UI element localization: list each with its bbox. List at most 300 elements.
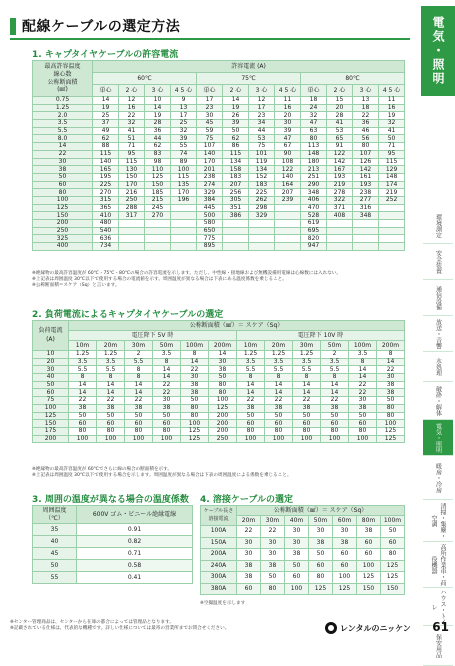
table-cell: 95: [379, 150, 405, 158]
table-cell: 100: [377, 420, 405, 428]
company-logo: [325, 622, 411, 634]
table-cell: 80: [125, 427, 153, 435]
table-cell: 100: [153, 435, 181, 443]
footer: [0, 618, 455, 644]
table-cell: 22: [69, 397, 97, 405]
table-cell: 947: [301, 243, 327, 251]
table-row: [33, 227, 405, 235]
table-row: [33, 366, 405, 374]
table-cell: 60: [97, 420, 125, 428]
table-row: [33, 374, 405, 382]
table-cell: [145, 220, 171, 228]
table-row: [33, 381, 405, 389]
table-cell: [119, 235, 145, 243]
table-cell: 150: [119, 173, 145, 181]
table-cell: 12: [119, 97, 145, 105]
table-cell: 80: [181, 412, 209, 420]
table-row: [33, 220, 405, 228]
table-row: [33, 536, 193, 548]
table-cell: 200: [209, 427, 237, 435]
table-cell: 125: [357, 572, 381, 584]
row-area: 30: [33, 158, 93, 166]
table-cell: 3.5: [265, 358, 293, 366]
table-cell: 49: [93, 127, 119, 135]
length-header: 100m: [381, 516, 405, 526]
table-row: [201, 526, 405, 538]
core-header: 3 心: [145, 85, 171, 97]
table-cell: 8: [97, 374, 125, 382]
table-cell: [353, 243, 379, 251]
table-cell: 8: [153, 358, 181, 366]
table-cell: 12: [249, 97, 275, 105]
table-cell: 50: [261, 572, 285, 584]
section-2-notes: [32, 467, 291, 479]
table-cell: 74: [171, 150, 197, 158]
table-cell: 50: [209, 374, 237, 382]
table-cell: 38: [321, 404, 349, 412]
table-cell: 129: [379, 166, 405, 174]
table-cell: 50: [181, 397, 209, 405]
table-row: [33, 572, 193, 584]
table-row: [33, 181, 405, 189]
table-cell: 19: [223, 104, 249, 112]
table-cell: 30: [237, 549, 261, 561]
table-cell: [275, 220, 301, 228]
table-cell: [379, 220, 405, 228]
table-cell: 305: [223, 196, 249, 204]
current-header: 許容電流 (A): [93, 61, 405, 73]
table-cell: 113: [301, 143, 327, 151]
table-cell: 5.5: [97, 366, 125, 374]
table-cell: 108: [275, 158, 301, 166]
table-cell: 60: [357, 549, 381, 561]
table-cell: 59: [197, 127, 223, 135]
table-cell: 39: [223, 120, 249, 128]
table-row: [33, 389, 405, 397]
table-cell: 14: [237, 381, 265, 389]
table-cell: 67: [275, 143, 301, 151]
table-cell: 20: [327, 104, 353, 112]
table-cell: 60: [125, 420, 153, 428]
table-cell: 636: [93, 235, 119, 243]
row-current: 150A: [201, 537, 237, 549]
table-cell: 22: [321, 397, 349, 405]
core-header: 3 心: [353, 85, 379, 97]
side-tab-item[interactable]: 電気・照明: [423, 420, 453, 456]
table-cell: 23: [249, 112, 275, 120]
table-cell: 22: [353, 112, 379, 120]
table-row: [33, 420, 405, 428]
table-cell: 8: [125, 374, 153, 382]
table-cell: [223, 220, 249, 228]
row-current: 240A: [201, 560, 237, 572]
table-row: [33, 560, 193, 572]
table-cell: 83: [145, 150, 171, 158]
table-row: [201, 560, 405, 572]
table-cell: 408: [327, 212, 353, 220]
table-cell: 22: [265, 397, 293, 405]
table-row: [33, 150, 405, 158]
table-cell: 37: [93, 120, 119, 128]
row-area: 400: [33, 243, 93, 251]
table-cell: 219: [379, 189, 405, 197]
table-cell: 14: [377, 358, 405, 366]
table-cell: 19: [93, 104, 119, 112]
welding-area-header: 公称断面積（㎟）＝ スケア（Sq）: [237, 506, 405, 516]
note-line: ※公称断面積＝スケア（Sq）と言います。: [32, 283, 120, 289]
welding-cable-table: [200, 505, 405, 595]
table-cell: 22: [125, 397, 153, 405]
table-cell: 41: [379, 127, 405, 135]
table-cell: 13: [171, 104, 197, 112]
table-cell: 174: [379, 181, 405, 189]
table-cell: 30: [349, 397, 377, 405]
table-cell: 30: [261, 549, 285, 561]
table-cell: 60: [69, 420, 97, 428]
table-cell: 8: [349, 358, 377, 366]
side-tab-column: [421, 0, 455, 658]
table-cell: 34: [249, 120, 275, 128]
table-cell: [249, 235, 275, 243]
table-cell: 540: [93, 227, 119, 235]
table-cell: 115: [93, 150, 119, 158]
table-cell: 22: [153, 381, 181, 389]
table-cell: 125: [377, 427, 405, 435]
table-cell: 125: [209, 404, 237, 412]
table-cell: 14: [349, 366, 377, 374]
side-tab-item[interactable]: 暖房・冷房: [423, 456, 453, 500]
table-cell: 470: [301, 204, 327, 212]
table-cell: 38: [237, 560, 261, 572]
table-cell: 895: [197, 243, 223, 251]
table-cell: 100: [265, 435, 293, 443]
table-cell: [249, 227, 275, 235]
table-row: [33, 158, 405, 166]
table-cell: 215: [145, 196, 171, 204]
temp-header-unit: （℃）: [45, 514, 64, 522]
logo-text: レンタルのニッケン: [340, 623, 411, 633]
table-cell: [223, 227, 249, 235]
table-cell: 30: [197, 112, 223, 120]
table-cell: [119, 220, 145, 228]
table-cell: 60: [357, 537, 381, 549]
table-cell: 820: [301, 235, 327, 243]
table-cell: [379, 235, 405, 243]
title-marker: [10, 18, 16, 35]
welding-corner-length: ケーブル長さ: [203, 508, 234, 514]
length-header: 20m: [265, 341, 293, 351]
table-cell: 130: [119, 166, 145, 174]
row-temp: 50: [33, 560, 77, 572]
table-cell: 148: [379, 173, 405, 181]
table-row: [33, 120, 405, 128]
table-cell: 100: [333, 572, 357, 584]
table-cell: 86: [223, 143, 249, 151]
table-cell: 3.5: [69, 358, 97, 366]
core-header: 2 心: [223, 85, 249, 97]
table-cell: 80: [293, 427, 321, 435]
row-load: 30: [33, 366, 69, 374]
table-cell: 288: [119, 204, 145, 212]
table-cell: 80: [237, 427, 265, 435]
table-cell: 0.82: [77, 536, 193, 548]
voltage-10v-header: 電圧降下 10V 時: [237, 331, 405, 341]
table-cell: 30: [377, 374, 405, 382]
side-tab-item[interactable]: 高所作業車・荷役機器: [423, 542, 453, 588]
table-cell: 148: [301, 150, 327, 158]
welding-corner-current: 溶接電流: [208, 515, 229, 522]
table-row: [33, 166, 405, 174]
table-row: [33, 112, 405, 120]
row-area: 200: [33, 220, 93, 228]
table-cell: 80: [261, 583, 285, 595]
table-cell: 60: [237, 420, 265, 428]
table-cell: 32: [301, 112, 327, 120]
core-header: 4 5 心: [275, 85, 301, 97]
table-cell: 125: [309, 583, 333, 595]
table-cell: 115: [379, 158, 405, 166]
table-cell: 22: [349, 389, 377, 397]
table-cell: 384: [197, 196, 223, 204]
table-row: [33, 427, 405, 435]
table-cell: 60: [333, 560, 357, 572]
table-cell: 277: [353, 196, 379, 204]
captire-current-table: [32, 60, 405, 251]
table-cell: [379, 204, 405, 212]
table-cell: [275, 235, 301, 243]
table-cell: 125: [381, 572, 405, 584]
table-cell: 38: [97, 404, 125, 412]
table-cell: 100: [181, 420, 209, 428]
table-cell: 45: [197, 120, 223, 128]
side-tab-item[interactable]: 保安用品: [423, 626, 453, 666]
table-cell: 38: [349, 404, 377, 412]
table-cell: 65: [327, 135, 353, 143]
table-cell: 14: [349, 374, 377, 382]
table-cell: [119, 227, 145, 235]
table-cell: 8: [265, 374, 293, 382]
table-cell: 170: [119, 181, 145, 189]
row-area: 150: [33, 212, 93, 220]
table-cell: 14: [223, 97, 249, 105]
core-header: 4 5 心: [379, 85, 405, 97]
table-cell: 238: [353, 189, 379, 197]
side-tab-item[interactable]: 環境測定: [423, 208, 453, 244]
table-row: [201, 549, 405, 561]
table-cell: 170: [197, 158, 223, 166]
table-cell: 39: [171, 135, 197, 143]
table-cell: 38: [181, 381, 209, 389]
table-cell: 14: [93, 97, 119, 105]
length-header: 20m: [237, 516, 261, 526]
table-cell: 322: [327, 196, 353, 204]
table-cell: 80: [181, 404, 209, 412]
length-header: 10m: [237, 341, 265, 351]
note-line: ※記載されている仕様は、代表的な機種です。詳しい仕様については最寄の営業所までお問合せください。: [10, 626, 230, 632]
table-cell: 100: [285, 583, 309, 595]
table-cell: 14: [293, 389, 321, 397]
row-load: 75: [33, 397, 69, 405]
side-tab-item[interactable]: 破砕・解体: [423, 382, 453, 420]
temp-header-0: 60℃: [93, 73, 197, 85]
table-cell: 50: [285, 560, 309, 572]
side-tab-item[interactable]: 水処理: [423, 352, 453, 382]
table-cell: 22: [237, 397, 265, 405]
length-header: 30m: [293, 341, 321, 351]
length-header: 100m: [181, 341, 209, 351]
table-row: [201, 537, 405, 549]
table-cell: 50: [349, 412, 377, 420]
table-cell: 80: [69, 427, 97, 435]
table-cell: 274: [197, 181, 223, 189]
table-cell: 50: [125, 412, 153, 420]
table-cell: 348: [353, 212, 379, 220]
side-tab-item[interactable]: 清掃・集塵・空調: [423, 500, 453, 542]
core-header: 単心: [301, 85, 327, 97]
page-title: 配線ケーブルの選定方法: [22, 19, 181, 35]
table-cell: [171, 227, 197, 235]
row-load: 150: [33, 420, 69, 428]
table-cell: 71: [119, 143, 145, 151]
table-cell: 63: [301, 127, 327, 135]
table-cell: 14: [181, 358, 209, 366]
table-cell: 14: [69, 389, 97, 397]
row-load: 60: [33, 389, 69, 397]
table-cell: 125: [181, 427, 209, 435]
table-cell: 30: [153, 397, 181, 405]
table-cell: 125: [145, 173, 171, 181]
table-cell: 38: [153, 404, 181, 412]
table-cell: 60: [333, 549, 357, 561]
table-cell: 32: [171, 127, 197, 135]
table-row: [33, 524, 193, 536]
table-cell: 734: [93, 243, 119, 251]
table-cell: 142: [353, 166, 379, 174]
core-header: 単心: [197, 85, 223, 97]
table-cell: 80: [381, 549, 405, 561]
table-cell: 50: [321, 412, 349, 420]
table-row: [33, 135, 405, 143]
table-cell: 38: [125, 404, 153, 412]
table-cell: 50: [293, 412, 321, 420]
table-row: [33, 97, 405, 105]
title-bar: [10, 16, 180, 36]
table-cell: 19: [379, 112, 405, 120]
core-header: 2 心: [327, 85, 353, 97]
table-cell: [353, 227, 379, 235]
table-cell: 386: [223, 212, 249, 220]
table-cell: [275, 243, 301, 251]
table-cell: [223, 243, 249, 251]
table-cell: 80: [377, 404, 405, 412]
table-cell: 44: [145, 135, 171, 143]
table-cell: 216: [119, 189, 145, 197]
table-cell: 107: [197, 143, 223, 151]
table-cell: 38: [285, 549, 309, 561]
table-cell: 219: [327, 181, 353, 189]
side-tab-item[interactable]: ハウス・トイレ: [423, 588, 453, 626]
table-cell: 150: [381, 583, 405, 595]
table-cell: 22: [119, 112, 145, 120]
table-cell: 5.5: [237, 366, 265, 374]
table-cell: 100: [237, 435, 265, 443]
table-cell: [145, 235, 171, 243]
table-cell: 18: [301, 97, 327, 105]
table-cell: 14: [237, 389, 265, 397]
table-cell: [327, 235, 353, 243]
section-1-notes: [32, 271, 341, 290]
table-cell: 100: [209, 397, 237, 405]
table-cell: 142: [327, 158, 353, 166]
table-cell: 125: [381, 560, 405, 572]
table-row: [201, 572, 405, 584]
table-cell: [379, 227, 405, 235]
table-cell: 619: [301, 220, 327, 228]
table-cell: [379, 243, 405, 251]
table-cell: 183: [223, 173, 249, 181]
table-cell: 44: [249, 127, 275, 135]
voltage-5v-header: 電圧降下 5V 時: [69, 331, 237, 341]
table-cell: 32: [379, 120, 405, 128]
row-load: 175: [33, 427, 69, 435]
table-cell: 38: [377, 381, 405, 389]
side-tab-item[interactable]: 放送・音響: [423, 316, 453, 352]
row-area: 80: [33, 189, 93, 197]
table-cell: 16: [275, 104, 301, 112]
table-cell: 100: [171, 166, 197, 174]
table-cell: 329: [197, 189, 223, 197]
table-cell: 16: [119, 104, 145, 112]
table-cell: 60: [265, 420, 293, 428]
table-cell: 125: [333, 583, 357, 595]
section-1-title: 1. キャプタイヤケーブルの許容電流: [32, 50, 179, 60]
table-cell: 134: [249, 166, 275, 174]
table-cell: 270: [145, 212, 171, 220]
table-cell: 32: [119, 120, 145, 128]
table-cell: 80: [209, 389, 237, 397]
length-header: 30m: [125, 341, 153, 351]
table-cell: 30: [309, 526, 333, 538]
table-cell: 80: [349, 427, 377, 435]
table-cell: [275, 204, 301, 212]
table-cell: 262: [249, 196, 275, 204]
table-cell: 38: [357, 526, 381, 538]
section-3-title: 3. 周囲の温度が異なる場合の温度係数: [32, 495, 189, 505]
table-row: [33, 397, 405, 405]
length-header: 100m: [349, 341, 377, 351]
table-cell: 5.5: [265, 366, 293, 374]
side-tab-item[interactable]: 通信設備: [423, 280, 453, 316]
table-cell: 126: [353, 158, 379, 166]
table-cell: 22: [153, 389, 181, 397]
temp-header-2: 80℃: [301, 73, 405, 85]
footer-notes: [10, 620, 229, 633]
table-cell: 1.25: [237, 351, 265, 359]
side-tab-item[interactable]: 安全装置: [423, 244, 453, 280]
corner-label-cores: 線心数: [53, 70, 72, 78]
length-header: 200m: [377, 341, 405, 351]
table-cell: 90: [275, 150, 301, 158]
table-row: [33, 548, 193, 560]
length-header: 60m: [333, 516, 357, 526]
table-cell: 278: [327, 189, 353, 197]
table-cell: [223, 235, 249, 243]
table-row: [33, 204, 405, 212]
row-temp: 55: [33, 572, 77, 584]
table-cell: 14: [321, 389, 349, 397]
temperature-coefficient-table: [32, 505, 193, 584]
table-cell: 165: [93, 166, 119, 174]
